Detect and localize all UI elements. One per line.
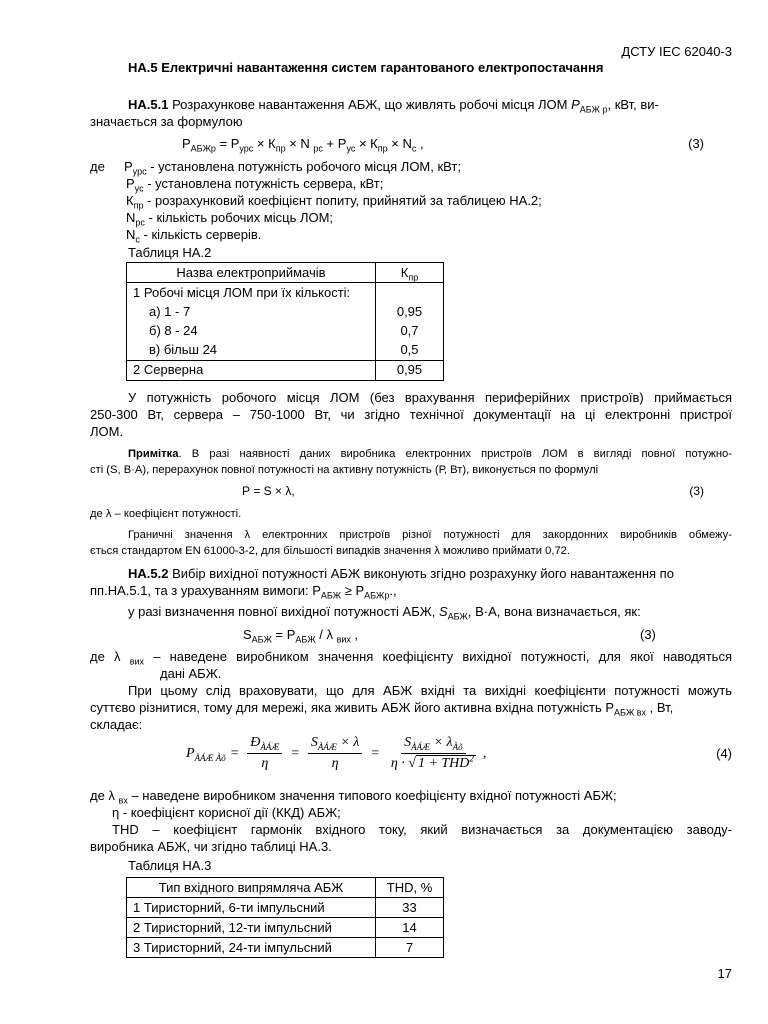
symbol: Р [571,97,580,112]
f-text: × N [387,136,412,151]
f4-frac-2 [308,734,363,773]
f4-sub: ÀÁÆ Àõ [194,752,226,763]
note-line2: сті (S, В·А), перерахунок повної потужності на активну потужність (Р, Вт), виконується по формулі [90,464,599,476]
f4-tail: , [482,745,487,761]
table-cell: а) 1 - 7 [127,303,376,322]
paragraph-na51-line2: значається за формулою [90,114,243,129]
paragraph-na52-line2 [90,583,397,601]
table-header-cell [376,263,444,283]
para-sub: АБЖ [447,611,468,622]
definition-pyc [126,176,384,194]
para-text: – наведене виробником значення коефіцієнту вихідної потужності, для якої наводяться [144,649,732,664]
f4-text: η · [390,756,409,771]
def-sub: с [135,234,140,245]
paragraph-text: Розрахункове навантаження АБЖ, що живлять робочі місця ЛОМ [168,97,572,112]
table-header-cell: Назва електроприймачів [127,263,376,283]
table-cell: 33 [376,898,444,918]
para-text: де λ [90,649,130,664]
note-line4: Граничні значення λ електронних пристроїв різної потужності для закордонних виробників обмежу- [128,529,732,541]
note-line1 [128,446,732,462]
f4-eq: = [229,745,240,761]
para-sub: АБЖ [320,590,342,601]
note-formula-number: (3) [689,484,704,498]
para-text: ≥ Р [341,583,365,598]
f-sub: пр [377,143,388,154]
para-text: ., [389,583,397,598]
table-row [127,303,444,322]
paragraph-na51-line1 [128,97,659,115]
def-sub: урс [132,166,147,177]
f4-text: 1 + THD [417,756,470,771]
f4-den [388,754,479,773]
note-line3: де λ – коефіцієнт потужності. [90,508,242,520]
table-cell: 2 Серверна [127,360,376,380]
definition-nrc [126,210,334,228]
table-cell: в) більш 24 [127,341,376,361]
para-sub: АБЖр [364,590,390,601]
para-text: у разі визначення повної вихідної потужності АБЖ, [128,604,439,619]
table-cell: 7 [376,938,444,958]
f-text: / λ [315,627,337,642]
f4-sqrt-body [416,755,476,771]
para-text: де λ [90,788,119,803]
f-sym: Р [182,136,191,151]
para-text: – наведене виробником значення типового коефіцієнту вхідної потужності АБЖ; [127,788,617,803]
f-sub: вих [336,634,351,645]
f4-sym: P [186,745,195,761]
definitions-de: де [90,159,105,174]
table-row [127,918,444,938]
table-cell: 3 Тиристорний, 24-ти імпульсний [127,938,376,958]
f-sub: ус [346,143,356,154]
section-title: НА.5 Електричні навантаження систем гарантованого електропостачання [128,60,604,75]
paragraph-power-line3: ЛОМ. [90,424,124,439]
f-text: , [416,136,424,151]
table-header-cell: Тип вхідного випрямляча АБЖ [127,878,376,898]
table-cell: 0,95 [376,360,444,380]
def-sub: пр [133,200,144,211]
paragraph-input-line3: THD – коефіцієнт гармонік вхідного току, який визначається за документацією заводу- [112,822,732,837]
table-row [127,341,444,361]
def-text: - установлена потужність сервера, кВт; [143,176,384,191]
f4-den: η [261,756,269,771]
f4-sub: ÀÁÆ [411,741,431,752]
para-sub: вх [118,795,128,806]
table-header-row [127,878,444,898]
f-text: × К [253,136,276,151]
para-text: , В·А, вона визначається, як: [467,604,641,619]
f-sub: АБЖ [251,634,272,645]
table-header-cell: THD, % [376,878,444,898]
note-formula: Р = S × λ, [242,484,295,498]
header-sym: К [400,264,409,280]
paragraph-output-line4 [90,700,674,718]
def-text: - розрахунковий коефіцієнт попиту, прийнятий за таблицею НА.2; [143,193,542,208]
note-text: . В разі наявності даних виробника електронних пристроїв ЛОМ в вигляді повної потужно- [178,448,732,460]
f4-frac-1 [247,734,282,773]
definition-nc [126,227,262,245]
clause-number: НА.5.1 [128,97,169,112]
f-text: × N [285,136,314,151]
table-cell: 2 Тиристорний, 12-ти імпульсний [127,918,376,938]
paragraph-na52-line3 [128,604,641,622]
f4-sup: 2 [469,753,474,764]
table-cell: 0,7 [376,322,444,341]
def-sym: Р [126,176,135,191]
def-sub: рс [135,217,145,228]
f-sub: пр [275,143,286,154]
definition-kpr [126,193,542,211]
f4-num [247,734,282,754]
document-code: ДСТУ IEC 62040-3 [621,44,732,59]
f4-den: η [331,756,339,771]
para-sub: АБЖ вх [614,707,647,718]
f4-eq: = [290,745,300,761]
formula-2 [243,627,359,645]
f4-text: × λ [336,735,360,750]
note-label: Примітка [128,448,179,460]
f4-sym: S [404,735,412,750]
paragraph-na52-line1 [128,566,674,581]
f4-lhs [186,746,226,762]
f-sub: АБЖ [295,634,316,645]
note-line5: ється стандартом EN 61000-3-2, для більшості випадків значення λ можливо приймати 0,72. [90,545,571,557]
f4-num [401,734,466,754]
def-sym: Р [124,159,133,174]
f4-eq: = [370,745,380,761]
paragraph-text: , кВт, ви- [607,97,659,112]
table-cell: 14 [376,918,444,938]
table-row [127,283,444,303]
f-sub: урс [239,143,254,154]
paragraph-input-line1 [90,788,617,806]
table-cell: 0,5 [376,341,444,361]
f-text: = Р [271,627,296,642]
table-na2-caption: Таблиця НА.2 [128,245,212,260]
f-text: = Р [215,136,240,151]
table-row [127,898,444,918]
def-text: - кількість серверів. [139,227,262,242]
def-sym: К [126,193,134,208]
definition-prc [124,159,461,177]
paragraph-power-line1: У потужність робочого місця ЛОМ (без врахування периферійних пристроїв) приймається [128,390,732,405]
formula-4 [186,734,486,773]
formula-2-number: (3) [640,627,656,642]
f4-num [308,734,363,754]
table-row [127,322,444,341]
def-text: - установлена потужність робочого місця ЛОМ, кВт; [146,159,461,174]
formula-4-number: (4) [716,746,732,761]
table-cell: 0,95 [376,303,444,322]
paragraph-output-line1 [90,649,732,667]
header-sub: пр [408,272,419,283]
f4-sub: ÀÁÆ [317,741,337,752]
def-sym: N [126,227,136,242]
f-text: × К [355,136,378,151]
paragraph-output-line2: дані АБЖ. [160,666,222,681]
para-sym: S [438,604,448,619]
table-row [127,360,444,380]
para-sub: вих [129,656,145,667]
paragraph-input-line4: виробника АБЖ, чи згідно таблиці НА.3. [90,839,332,854]
sqrt-icon: √ [408,756,416,771]
table-header-row [127,263,444,283]
f-sub: с [411,143,417,154]
clause-number: НА.5.2 [128,566,169,581]
f-sym: S [243,627,252,642]
paragraph-output-line3: При цьому слід враховувати, що для АБЖ вхідні та вихідні коефіцієнти потужності можуть [128,683,732,698]
formula-1 [182,136,424,154]
para-text: суттєво різнитися, тому для мережі, яка живить АБЖ його активна вхідна потужність Р [90,700,615,715]
table-row [127,938,444,958]
table-cell [376,283,444,303]
f4-frac-3 [388,734,479,773]
table-na2 [126,262,444,381]
table-na3 [126,877,444,958]
paragraph-power-line2: 250-300 Вт, сервера – 750-1000 Вт, чи згідно технічної документації на ці електронні пристрої [90,407,732,422]
f-text: + Р [322,136,347,151]
f4-sym: S [310,735,318,750]
f4-sym: Ð [250,735,261,750]
f-text: , [350,627,359,642]
paragraph-input-line2: η - коефіцієнт корисної дії (ККД) АБЖ; [112,805,341,820]
f4-text: × λ [430,735,453,750]
paragraph-text: Вибір вихідної потужності АБЖ виконують згідно розрахунку його навантаження по [168,566,674,581]
page-number: 17 [717,966,732,981]
f4-sub: Àõ [452,741,463,752]
table-cell: б) 8 - 24 [127,322,376,341]
symbol-subscript: АБЖ р [579,104,608,115]
f4-sub: ÀÁÆ [260,741,280,752]
para-text: , Вт, [646,700,674,715]
formula-1-number: (3) [688,136,704,151]
def-sym: N [126,210,136,225]
def-sub: ус [134,183,144,194]
table-cell: 1 Робочі місця ЛОМ при їх кількості: [127,283,376,303]
table-na3-caption: Таблиця НА.3 [128,858,212,873]
def-text: - кількість робочих місць ЛОМ; [144,210,334,225]
table-cell: 1 Тиристорний, 6-ти імпульсний [127,898,376,918]
paragraph-output-line5: складає: [90,717,143,732]
para-text: пп.НА.5.1, та з урахуванням вимоги: Р [90,583,321,598]
f-sub: АБЖр [190,143,216,154]
f-sub: рс [313,143,323,154]
